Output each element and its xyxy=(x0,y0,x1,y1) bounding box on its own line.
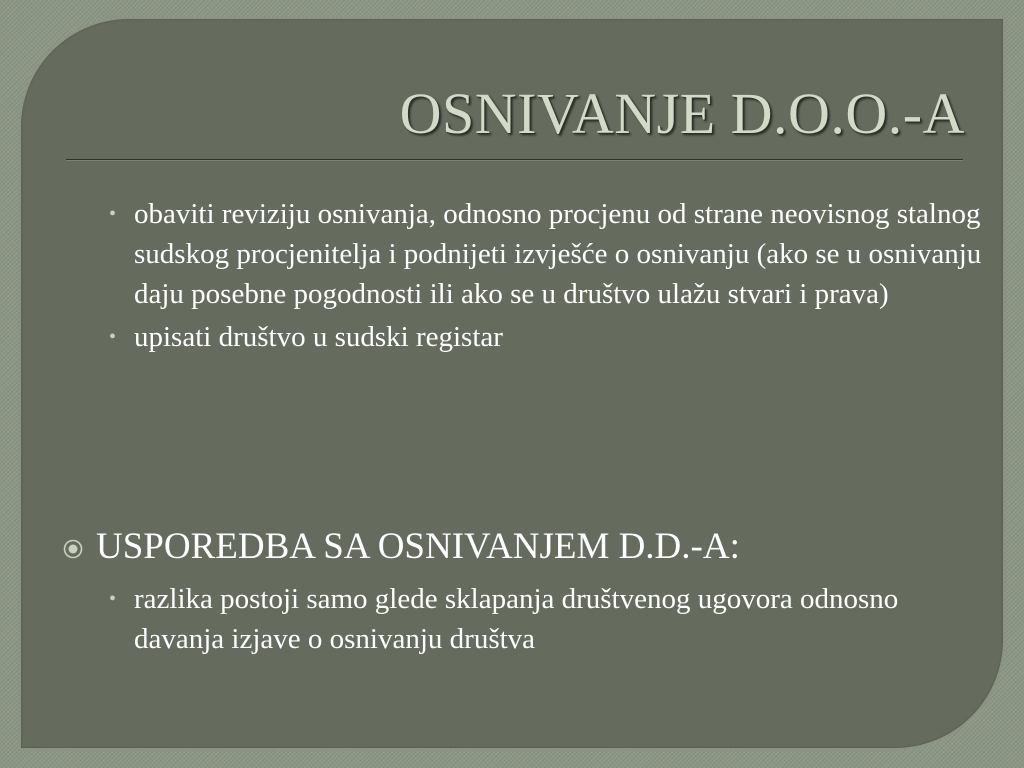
bullet-list-requirements xyxy=(109,194,984,357)
circled-dot-icon xyxy=(62,538,84,560)
list-item xyxy=(109,194,984,314)
list-item-text: obaviti reviziju osnivanja, odnosno procjenu od strane neovisnog stalnog sudskog procjenitelja i podnijeti izvješće o osnivanju (ako se u osnivanju daju posebne pogodnosti ili ako se u društvo ulažu stvari i prava) xyxy=(134,198,982,310)
slide-title: OSNIVANJE D.O.O.-A xyxy=(399,81,965,146)
bullet-dot-icon: • xyxy=(109,203,117,225)
list-item xyxy=(109,317,984,357)
bullet-dot-icon: • xyxy=(109,326,117,348)
bullet-list-comparison xyxy=(109,579,984,659)
list-item-text: razlika postoji samo glede sklapanja društvenog ugovora odnosno davanja izjave o osnivanju društva xyxy=(134,583,899,655)
list-item xyxy=(109,579,984,659)
section-heading: USPOREDBA SA OSNIVANJEM D.D.-A: xyxy=(96,526,740,567)
bullet-dot-icon: • xyxy=(109,588,117,610)
list-item-text: upisati društvo u sudski registar xyxy=(134,321,503,353)
